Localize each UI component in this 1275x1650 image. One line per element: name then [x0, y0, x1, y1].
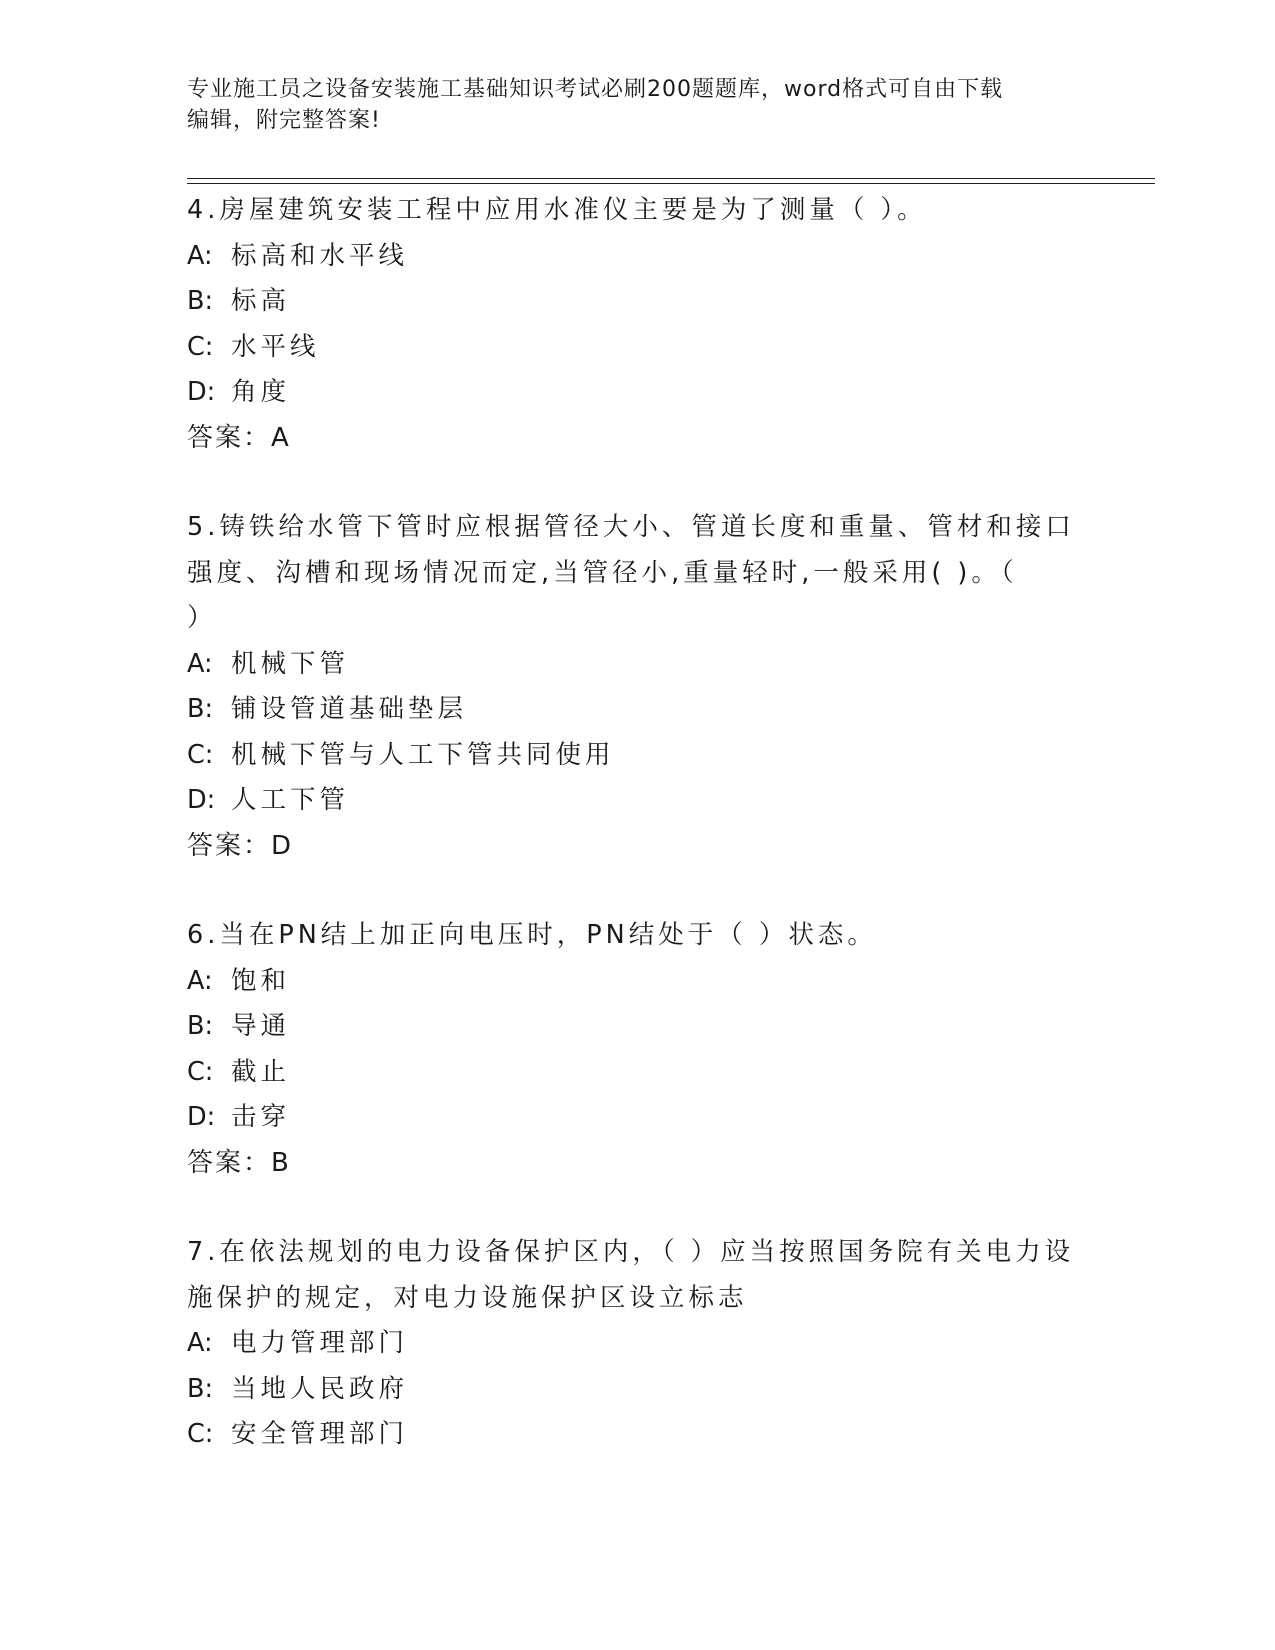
header-divider-bottom	[187, 183, 1155, 184]
question-text-line: ）	[187, 603, 217, 633]
document-header	[187, 74, 1067, 136]
option-text: 截止	[231, 1056, 291, 1087]
question-text-line: 6.当在PN结上加正向电压时，PN结处于（ ）状态。	[187, 920, 877, 950]
answer-label: 答案：	[187, 1147, 272, 1178]
question-text-line: 施保护的规定，对电力设施保护区设立标志	[187, 1282, 748, 1313]
header-divider-top	[187, 178, 1155, 179]
question-5	[187, 505, 1087, 869]
option-text: 水平线	[231, 331, 320, 362]
answer-value: D	[271, 830, 292, 861]
header-line-1: 专业施工员之设备安装施工基础知识考试必刷200题题库，word格式可自由下载	[187, 77, 1004, 102]
question-4	[187, 188, 1087, 461]
option-b	[187, 687, 1087, 733]
option-text: 电力管理部门	[231, 1328, 409, 1358]
answer-line	[187, 1141, 1087, 1187]
option-text: 导通	[231, 1011, 291, 1041]
question-text-line: 7.在依法规划的电力设备保护区内，（ ）应当按照国务院有关电力设	[187, 1237, 1075, 1267]
option-text: 机械下管与人工下管共同使用	[231, 739, 615, 770]
option-c	[187, 325, 1087, 371]
option-letter: C:	[187, 331, 214, 362]
option-text: 机械下管	[231, 648, 350, 679]
question-text-line: 强度、沟槽和现场情况而定,当管径小,重量轻时,一般采用( )。（	[187, 557, 1018, 588]
option-letter: D:	[187, 785, 216, 815]
option-letter: D:	[187, 1102, 216, 1132]
option-letter: C:	[187, 739, 214, 770]
option-letter: A:	[187, 1328, 213, 1358]
option-letter: C:	[187, 1056, 214, 1087]
option-text: 人工下管	[231, 785, 350, 815]
question-text-line: 4.房屋建筑安装工程中应用水准仪主要是为了测量（ ）。	[187, 195, 927, 225]
option-letter: B:	[187, 1373, 214, 1404]
option-text: 标高	[231, 286, 291, 316]
question-7	[187, 1230, 1087, 1458]
option-a	[187, 959, 1087, 1005]
option-d	[187, 1095, 1087, 1141]
option-text: 饱和	[231, 965, 291, 996]
option-letter: B:	[187, 694, 214, 724]
option-letter: A:	[187, 240, 213, 271]
option-letter: B:	[187, 286, 214, 316]
option-a	[187, 234, 1087, 280]
answer-value: B	[271, 1147, 289, 1178]
option-text: 击穿	[231, 1102, 291, 1132]
option-letter: A:	[187, 648, 213, 679]
option-letter: D:	[187, 377, 216, 407]
question-text-line: 5.铸铁给水管下管时应根据管径大小、管道长度和重量、管材和接口	[187, 512, 1075, 542]
option-a	[187, 1321, 1087, 1367]
answer-label: 答案：	[187, 830, 272, 861]
option-b	[187, 1004, 1087, 1050]
answer-line	[187, 824, 1087, 870]
option-b	[187, 279, 1087, 325]
option-text: 标高和水平线	[231, 240, 409, 271]
option-text: 铺设管道基础垫层	[231, 694, 468, 724]
header-line-2: 编辑，附完整答案!	[187, 108, 381, 133]
question-text	[187, 188, 1087, 234]
option-c	[187, 1050, 1087, 1096]
answer-value: A	[271, 422, 289, 453]
option-letter: B:	[187, 1011, 214, 1041]
answer-line	[187, 416, 1087, 462]
option-d	[187, 370, 1087, 416]
option-c	[187, 1412, 1087, 1458]
option-letter: C:	[187, 1419, 214, 1449]
option-text: 安全管理部门	[231, 1419, 409, 1449]
answer-label: 答案：	[187, 422, 272, 453]
question-text	[187, 1230, 1087, 1321]
question-text	[187, 913, 1087, 959]
option-b	[187, 1367, 1087, 1413]
option-d	[187, 778, 1087, 824]
question-list	[187, 188, 1087, 1502]
option-c	[187, 733, 1087, 779]
option-text: 当地人民政府	[231, 1373, 409, 1404]
question-6	[187, 913, 1087, 1186]
option-a	[187, 642, 1087, 688]
question-text	[187, 505, 1087, 642]
option-letter: A:	[187, 965, 213, 996]
option-text: 角度	[231, 377, 291, 407]
